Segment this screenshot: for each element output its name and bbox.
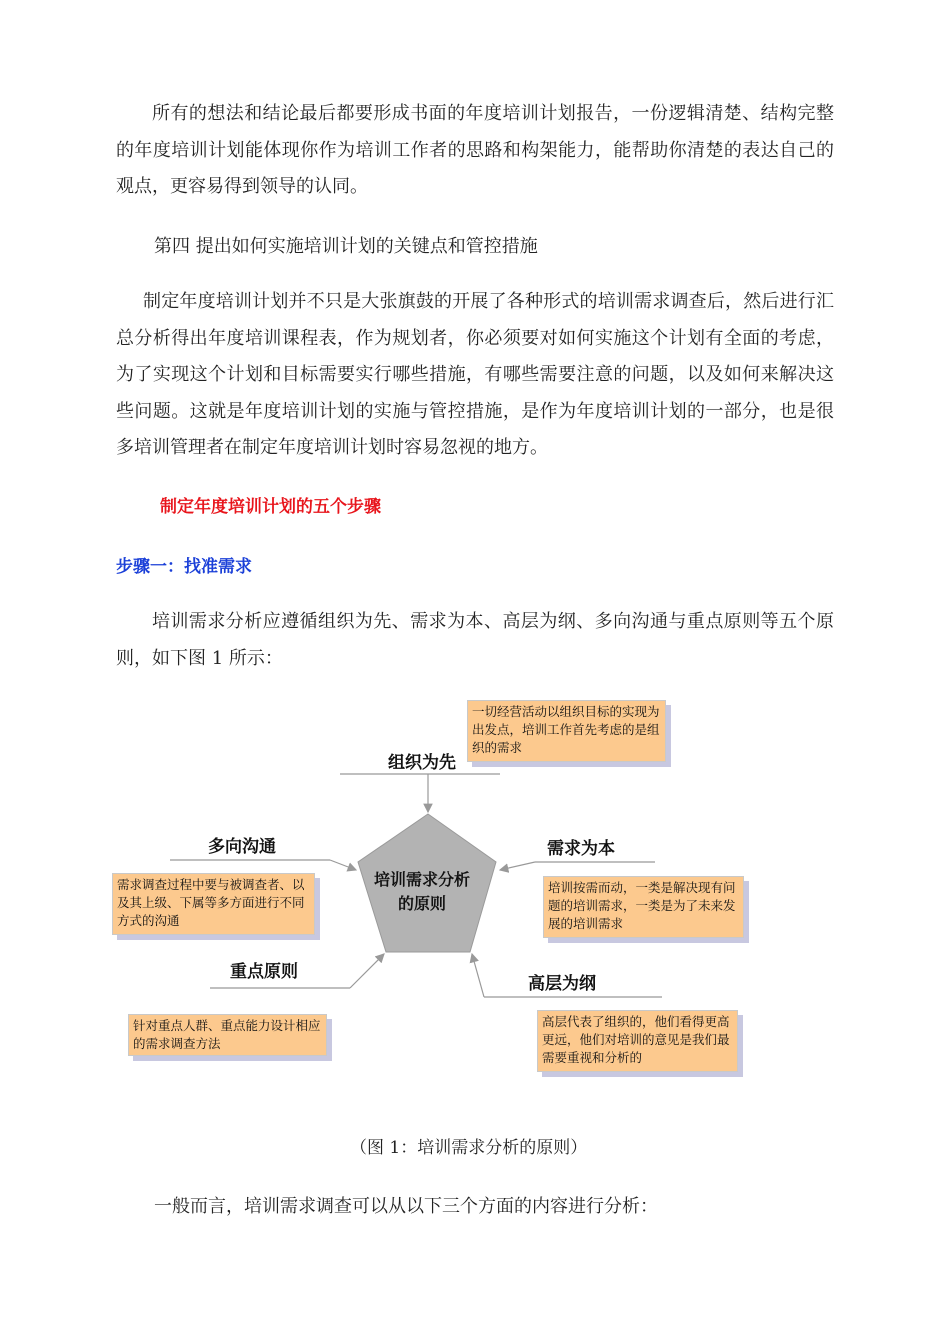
figure-caption: （图 1：培训需求分析的原则）: [350, 1138, 588, 1158]
principle-key-focus: 重点原则: [230, 962, 298, 982]
note-key-focus: 针对重点人群、重点能力设计相应的需求调查方法: [128, 1014, 327, 1056]
note-organization-first: 一切经营活动以组织目标的实现为出发点，培训工作首先考虑的是组织的需求: [467, 700, 666, 762]
principle-multi-communication: 多向沟通: [208, 837, 276, 857]
paragraph-analysis-aspects: 一般而言，培训需求调查可以从以下三个方面的内容进行分析：: [154, 1196, 658, 1217]
principle-leadership-guided: 高层为纲: [528, 974, 596, 994]
note-multi-communication: 需求调查过程中要与被调查者、以及其上级、下属等多方面进行不同方式的沟通: [112, 873, 315, 935]
note-leadership-guided: 高层代表了组织的，他们看得更高更远，他们对培训的意见是我们最需要重视和分析的: [537, 1010, 738, 1072]
five-steps-heading: 制定年度培训计划的五个步骤: [160, 497, 381, 517]
training-needs-diagram: [100, 690, 800, 1090]
paragraph-implementation: 制定年度培训计划并不只是大张旗鼓的开展了各种形式的培训需求调查后，然后进行汇总分析得出年度培训课程表，作为规划者，你必须要对如何实施这个计划有全面的考虑，为了实现这个计划和目标需要实行哪些措施，有哪些需要注意的问题，以及如何来解决这些问题。这就是年度培训计划的实施与管控措施，是作为年度培训计划的一部分，也是很多培训管理者在制定年度培训计划时容易忽视的地方。: [116, 291, 834, 458]
paragraph-report-summary: 所有的想法和结论最后都要形成书面的年度培训计划报告，一份逻辑清楚、结构完整的年度培训计划能体现你作为培训工作者的思路和构架能力，能帮助你清楚的表达自己的观点，更容易得到领导的认同。: [116, 103, 834, 197]
section-four-title: 第四 提出如何实施培训计划的关键点和管控措施: [154, 236, 538, 257]
center-label: [362, 868, 482, 916]
note-needs-based: 培训按需而动，一类是解决现有问题的培训需求，一类是为了未来发展的培训需求: [543, 876, 744, 938]
principle-organization-first: 组织为先: [388, 753, 456, 773]
center-label-line1: 培训需求分析: [373, 870, 470, 889]
step-one-heading: 步骤一：找准需求: [116, 557, 252, 577]
paragraph-principles-intro: 培训需求分析应遵循组织为先、需求为本、高层为纲、多向沟通与重点原则等五个原则，如下图 1 所示：: [116, 611, 834, 669]
center-label-line2: 的原则: [397, 894, 446, 913]
principle-needs-based: 需求为本: [547, 839, 615, 859]
